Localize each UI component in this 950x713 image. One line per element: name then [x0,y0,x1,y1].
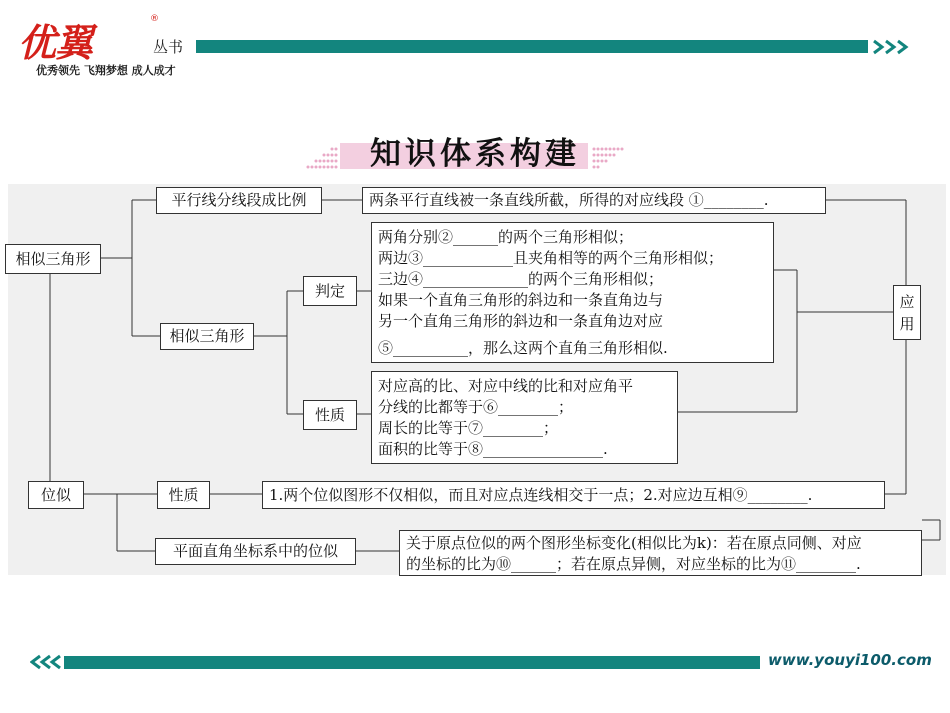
page-title: 知识体系构建 [370,136,580,172]
series-label: 丛书 [153,38,184,56]
coordinate-line-1: 关于原点位似的两个图形坐标变化(相似比为k)：若在原点同侧、对应 [406,534,862,552]
judge-line-5: 另一个直角三角形的斜边和一条直角边对应 [378,312,664,330]
homothety-property-text: 1.两个位似图形不仅相似，而且对应点连线相交于一点；2.对应边互相⑨________. [262,481,885,509]
coordinate-homothety-text [399,530,922,576]
node-homothety-property: 性质 [157,481,210,509]
node-similar-triangles: 相似三角形 [160,323,254,350]
slogan: 优秀领先 飞翔梦想 成人成才 [36,64,176,77]
registered-mark: ® [150,14,159,24]
property-line-2: 分线的比都等于⑥________； [378,398,574,416]
judge-line-1: 两角分别②______的两个三角形相似； [378,228,634,246]
node-parallel-lines: 平行线分线段成比例 [156,187,322,214]
judgement-text [371,222,774,363]
property-text [371,371,678,464]
coordinate-line-2: 的坐标的比为⑩______；若在原点异侧，对应坐标的比为⑪________. [406,555,861,573]
footer-url[interactable]: www.youyi100.com [768,651,932,669]
node-property: 性质 [303,400,357,430]
property-line-4: 面积的比等于⑧________________. [378,440,608,458]
logo: 优翼 [18,21,93,65]
node-judgement: 判定 [303,276,357,306]
footer-bar [64,656,760,669]
judge-line-3: 三边④______________的两个三角形相似； [378,270,664,288]
node-application: 应用 [893,285,921,340]
judge-line-4: 如果一个直角三角形的斜边和一条直角边与 [378,291,664,309]
parallel-lines-text: 两条平行直线被一条直线所截，所得的对应线段 ①________. [362,187,826,214]
node-coordinate-homothety: 平面直角坐标系中的位似 [155,538,356,565]
node-similar-triangles-root: 相似三角形 [5,244,101,274]
property-line-1: 对应高的比、对应中线的比和对应角平 [378,377,634,395]
judge-line-6: ⑤__________，那么这两个直角三角形相似. [378,339,668,357]
node-homothety: 位似 [28,481,84,509]
property-line-3: 周长的比等于⑦________； [378,419,559,437]
chevron-left-icon [30,654,64,670]
judge-line-2: 两边③____________且夹角相等的两个三角形相似； [378,249,724,267]
